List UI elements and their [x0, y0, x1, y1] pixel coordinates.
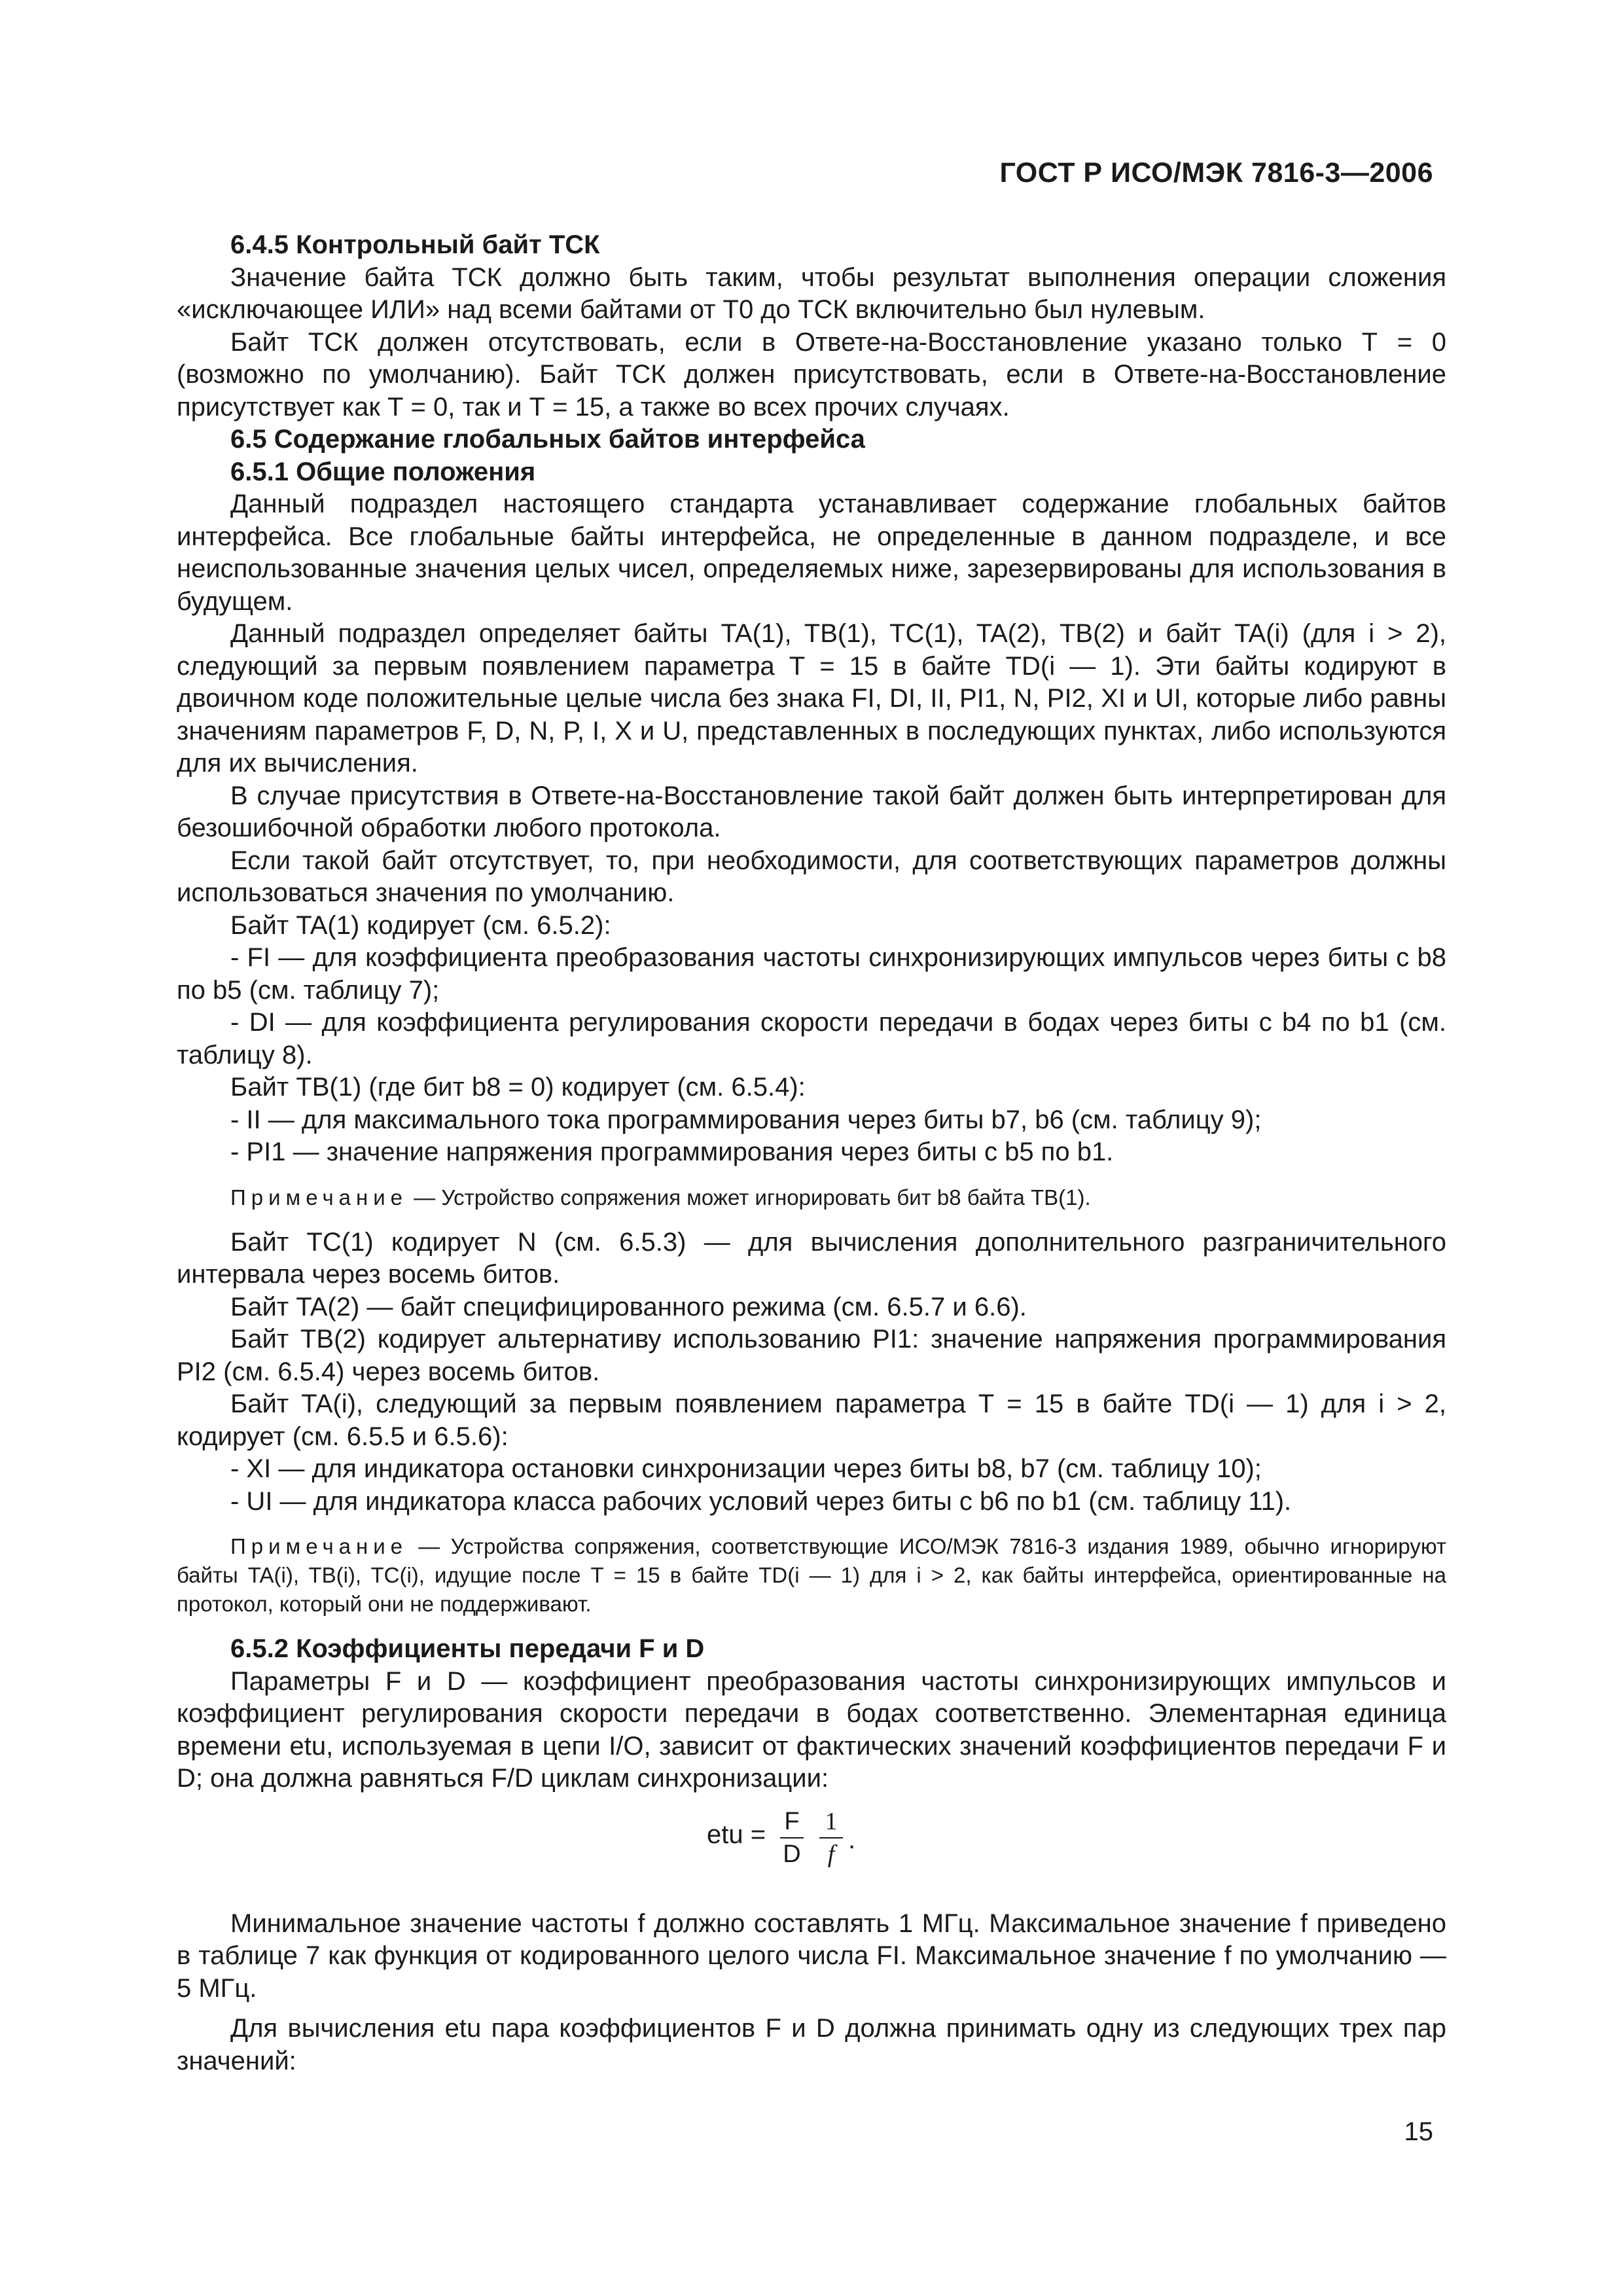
formula-lhs: etu = [707, 1820, 766, 1849]
paragraph: Байт TA(1) кодирует (см. 6.5.2): [230, 910, 611, 940]
etu-formula [177, 1806, 1446, 1884]
heading-6-5-1: 6.5.1 Общие положения [230, 457, 536, 486]
heading-6-5: 6.5 Содержание глобальных байтов интерфейса [230, 425, 865, 454]
list-item: - XI — для индикатора остановки синхронизации через биты b8, b7 (см. таблицу 10); [230, 1454, 1262, 1483]
note [177, 1532, 1446, 1619]
fraction-numerator: F [784, 1807, 800, 1835]
list-item: - DI — для коэффициента регулирования скорости передачи в бодах через биты с b4 по b1 (см. таблицу 8). [177, 1008, 1446, 1069]
paragraph: Если такой байт отсутствует, то, при необходимости, для соответствующих параметров должны использоваться значения по умолчанию. [177, 846, 1446, 907]
paragraph: Значение байта ТСК должно быть таким, чтобы результат выполнения операции сложения «исключающее ИЛИ» над всеми байтами от Т0 до ТСК включительно был нулевым. [177, 262, 1446, 324]
paragraph: Байт ТСК должен отсутствовать, если в Ответе-на-Восстановление указано только Т = 0 (возможно по умолчанию). Байт ТСК должен присутствовать, если в Ответе-на-Восстановление присутствует как Т = 0, так и Т = 15, а также во всех прочих случаях. [177, 327, 1446, 422]
page-content [177, 229, 1446, 2077]
list-item: - II — для максимального тока программирования через биты b7, b6 (см. таблицу 9); [230, 1105, 1262, 1134]
paragraph: Данный подраздел определяет байты TA(1), TB(1), TC(1), TA(2), TB(2) и байт TA(i) (для i > 2), следующий за первым появлением параметра Т = 15 в байте TD(i — 1). Эти байты кодируют в двоичном коде положительные целые числа без знака FI, DI, II, PI1, N, PI2, XI и UI, которые либо равны значениям параметров F, D, N, P, I, X и U, представленных в последующих пунктах, либо используются для их вычисления. [177, 619, 1446, 778]
note-label: Примечание [230, 1534, 408, 1558]
note [177, 1183, 1446, 1212]
fraction-denominator: f [827, 1840, 835, 1868]
page-number: 15 [1404, 2117, 1433, 2146]
heading-6-5-2: 6.5.2 Коэффициенты передачи F и D [230, 1634, 705, 1663]
paragraph: Данный подраздел настоящего стандарта устанавливает содержание глобальных байтов интерфейса. Все глобальные байты интерфейса, не определенные в данном подразделе, и все неиспользованные значения целых чисел, определяемых ниже, зарезервированы для использования в будущем. [177, 490, 1446, 616]
formula-end: . [848, 1825, 856, 1854]
paragraph: В случае присутствия в Ответе-на-Восстановление такой байт должен быть интерпретирован для безошибочной обработки любого протокола. [177, 781, 1446, 842]
note-text: — Устройство сопряжения может игнорировать бит b8 байта TB(1). [408, 1185, 1091, 1210]
note-label: Примечание [230, 1185, 408, 1210]
paragraph: Байт TC(1) кодирует N (см. 6.5.3) — для вычисления дополнительного разграничительного интервала через восемь битов. [177, 1227, 1446, 1289]
fraction-one-over-f [819, 1806, 843, 1870]
fraction-denominator: D [783, 1840, 801, 1868]
paragraph: Байт TB(1) (где бит b8 = 0) кодирует (см. 6.5.4): [230, 1073, 806, 1102]
heading-6-4-5: 6.4.5 Контрольный байт ТСК [230, 230, 600, 259]
standard-header: ГОСТ Р ИСО/МЭК 7816-3—2006 [999, 157, 1433, 188]
list-item: - FI — для коэффициента преобразования частоты синхронизирующих импульсов через биты с b8 по b5 (см. таблицу 7); [177, 943, 1446, 1005]
list-item: - UI — для индикатора класса рабочих условий через биты с b6 по b1 (см. таблицу 11). [230, 1486, 1292, 1516]
paragraph: Байт TA(i), следующий за первым появлением параметра Т = 15 в байте TD(i — 1) для i > 2, кодирует (см. 6.5.5 и 6.5.6): [177, 1390, 1446, 1451]
paragraph: Минимальное значение частоты f должно составлять 1 МГц. Максимальное значение f приведено в таблице 7 как функция от кодированного целого числа FI. Максимальное значение f по умолчанию — 5 МГц. [177, 1909, 1446, 2003]
fraction-f-over-d [780, 1806, 804, 1870]
paragraph: Для вычисления etu пара коэффициентов F и D должна принимать одну из следующих трех пар значений: [177, 2014, 1446, 2075]
note-text: — Устройства сопряжения, соответствующие ИСО/МЭК 7816-3 издания 1989, обычно игнорируют байты TA(i), TB(i), TC(i), идущие после Т = 15 в байте TD(i — 1) для i > 2, как байты интерфейса, ориентированные на протокол, который они не поддерживают. [177, 1534, 1446, 1616]
fraction-numerator: 1 [825, 1807, 838, 1835]
list-item: - PI1 — значение напряжения программирования через биты с b5 по b1. [230, 1138, 1114, 1166]
paragraph: Байт TB(2) кодирует альтернативу использованию PI1: значение напряжения программирования PI2 (см. 6.5.4) через восемь битов. [177, 1325, 1446, 1386]
paragraph: Параметры F и D — коэффициент преобразования частоты синхронизирующих импульсов и коэффициент регулирования скорости передачи в бодах соответственно. Элементарная единица времени etu, используемая в цепи I/O, зависит от фактических значений коэффициентов передачи F и D; она должна равняться F/D циклам синхронизации: [177, 1666, 1446, 1793]
paragraph: Байт TA(2) — байт специфицированного режима (см. 6.5.7 и 6.6). [230, 1292, 1027, 1321]
